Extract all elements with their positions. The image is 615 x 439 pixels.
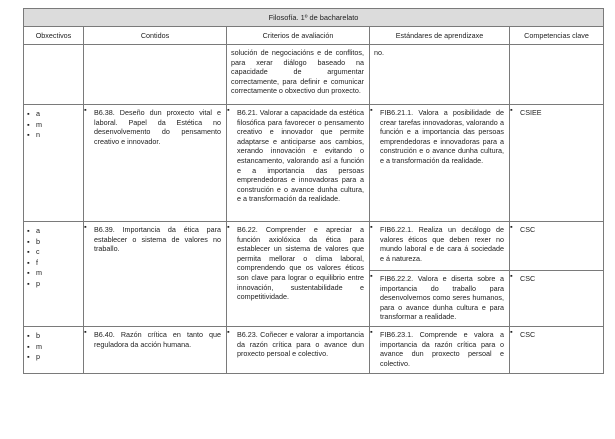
content-text: B6.38. Deseño dun proxecto vital e laboral. Papel da Estética no desenvolvemento do pensamento creativo e innovador.	[94, 108, 221, 146]
bullet-icon: ▪	[27, 268, 30, 278]
content-text: B6.40. Razón crítica en tanto que reguladora da acción humana.	[94, 330, 221, 349]
bullet-icon: ▪	[27, 236, 30, 246]
objective-item: ▪ m	[27, 341, 42, 351]
criterion-text: solución de negociacións e de conflitos, para xerar diálogo baseado na capacidade de argumentar correctamente, para definir e comunicar correctamente o obxectivo dun proxecto.	[231, 48, 364, 96]
content-text: B6.39. Importancia da ética para establecer o sistema de valores no traballo.	[94, 225, 221, 254]
bullet-icon: ▪	[27, 352, 30, 362]
content-cell	[84, 327, 227, 374]
objectives-cell	[24, 222, 84, 327]
table-row	[24, 105, 604, 222]
objectives-cell	[24, 327, 84, 374]
objectives-list	[24, 222, 83, 290]
standard-cell	[370, 105, 510, 222]
table-row	[24, 327, 604, 374]
header-standards: Estándares de aprendizaxe	[370, 27, 510, 45]
objectives-list	[24, 105, 83, 141]
objective-item: ▪ c	[27, 247, 40, 257]
competence-cell	[510, 222, 604, 271]
bullet-icon: ▪	[227, 222, 230, 231]
standard-cell	[370, 327, 510, 374]
standard-cell	[370, 271, 510, 327]
objective-item: ▪ a	[27, 226, 40, 235]
table-row	[24, 45, 604, 105]
competence-cell	[510, 45, 604, 105]
competence-cell	[510, 105, 604, 222]
bullet-icon: ▪	[370, 222, 373, 231]
objectives-cell	[24, 105, 84, 222]
objective-item: ▪ n	[27, 130, 40, 140]
bullet-icon: ▪	[510, 271, 513, 280]
standard-cell	[370, 45, 510, 105]
competence-text: CSC	[520, 330, 536, 339]
header-criteria: Criterios de avaliación	[227, 27, 370, 45]
criterion-text: B6.23. Coñecer e valorar a importancia da razón crítica para o avance dun proxecto persoal e colectivo.	[237, 330, 364, 359]
standard-text: FIB6.21.1. Valora a posibilidade de crear tarefas innovadoras, valorando a función e a importancia das persoas emprendedoras e innovadoras para a construción e o avance dunha cultura, e a transformación da realidade.	[380, 108, 504, 165]
competence-cell	[510, 327, 604, 374]
content-cell	[84, 105, 227, 222]
objective-item: ▪ p	[27, 352, 40, 362]
bullet-icon: ▪	[27, 257, 30, 267]
curriculum-table	[23, 8, 604, 374]
competence-text: CSIEE	[520, 108, 542, 117]
bullet-icon: ▪	[510, 105, 513, 114]
bullet-icon: ▪	[510, 222, 513, 231]
bullet-icon: ▪	[27, 226, 30, 235]
objective-item: ▪ m	[27, 119, 42, 129]
objective-item: ▪ f	[27, 257, 38, 267]
bullet-icon: ▪	[84, 327, 87, 336]
bullet-icon: ▪	[27, 247, 30, 257]
bullet-icon: ▪	[370, 327, 373, 336]
criterion-text: B6.21. Valorar a capacidade da estética filosófica para favorecer o pensamento creativo e innovador que permite adaptarse e anticiparse aos cambios, xerando innovación e evitando o estancamento, valorando así a función e a importancia das persoas emprendedoras e innovadoras para a construción e o avance dunha cultura, e a transformación da realidade.	[237, 108, 364, 204]
standard-text: no.	[374, 48, 384, 57]
bullet-icon: ▪	[227, 105, 230, 114]
standard-text: FIB6.23.1. Comprende e valora a importancia da razón crítica para o avance dun proxecto persoal e colectivo.	[380, 330, 504, 368]
bullet-icon: ▪	[84, 105, 87, 114]
objective-item: ▪ a	[27, 109, 40, 118]
objectives-list	[24, 327, 83, 363]
objectives-cell	[24, 45, 84, 105]
objective-item: ▪ m	[27, 268, 42, 278]
content-cell	[84, 222, 227, 327]
bullet-icon: ▪	[27, 119, 30, 129]
bullet-icon: ▪	[27, 109, 30, 118]
objective-item: ▪ p	[27, 278, 40, 288]
bullet-icon: ▪	[370, 105, 373, 114]
criterion-cell	[227, 222, 370, 327]
criterion-cell	[227, 105, 370, 222]
standard-text: FIB6.22.1. Realiza un decálogo de valores éticos que deben rexer no mundo laboral e de cara á sociedade e á natureza.	[380, 225, 504, 263]
bullet-icon: ▪	[27, 341, 30, 351]
competence-cell	[510, 271, 604, 327]
header-contents: Contidos	[84, 27, 227, 45]
bullet-icon: ▪	[510, 327, 513, 336]
criterion-cell	[227, 327, 370, 374]
bullet-icon: ▪	[370, 271, 373, 280]
objective-item: ▪ b	[27, 331, 40, 340]
criterion-cell	[227, 45, 370, 105]
criterion-text: B6.22. Comprender e apreciar a función axiolóxica da ética para establecer un sistema de valores que permita mellorar o clima laboral, comprendendo que os valores éticos son clave para lograr o equilibrio entre innovación, sustentabilidade e competitividade.	[237, 225, 364, 302]
table-row	[24, 222, 604, 271]
bullet-icon: ▪	[84, 222, 87, 231]
bullet-icon: ▪	[27, 278, 30, 288]
bullet-icon: ▪	[227, 327, 230, 336]
header-objectives: Obxectivos	[24, 27, 84, 45]
standard-cell	[370, 222, 510, 271]
header-competences: Competencias clave	[510, 27, 604, 45]
competence-text: CSC	[520, 225, 536, 234]
bullet-icon: ▪	[27, 331, 30, 340]
bullet-icon: ▪	[27, 130, 30, 140]
standard-text: FIB6.22.2. Valora e diserta sobre a importancia do traballo para desenvolvernos como seres humanos, para o avance dunha cultura e para transformar a realidade.	[380, 274, 504, 322]
table-title: Filosofía. 1º de bacharelato	[24, 9, 604, 27]
competence-text: CSC	[520, 274, 536, 283]
content-cell	[84, 45, 227, 105]
objective-item: ▪ b	[27, 236, 40, 246]
